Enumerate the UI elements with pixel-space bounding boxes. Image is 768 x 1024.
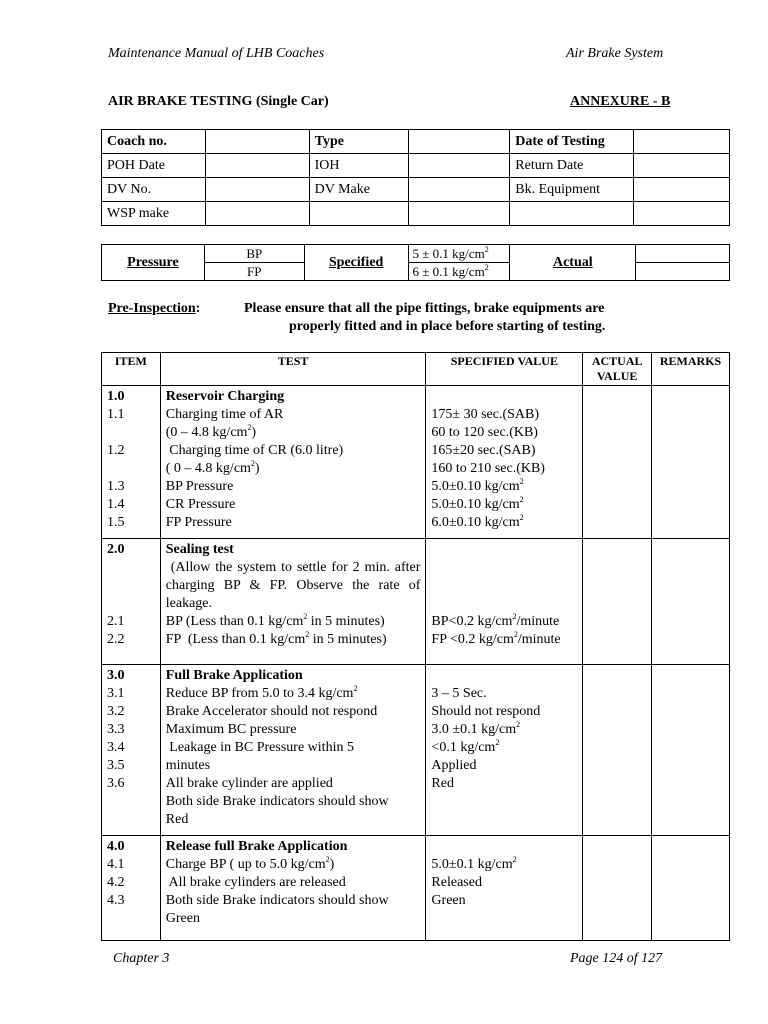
info-label: Date of Testing bbox=[510, 130, 634, 154]
specified-label-cell bbox=[304, 245, 408, 281]
footer-chapter: Chapter 3 bbox=[113, 951, 170, 966]
pressure-table bbox=[101, 244, 730, 281]
col-header-test: TEST bbox=[160, 353, 426, 386]
test-procedure-table bbox=[101, 352, 730, 941]
section-title: Reservoir Charging bbox=[165, 389, 285, 404]
info-value-field[interactable] bbox=[408, 154, 510, 178]
fp-label: FP bbox=[204, 263, 304, 281]
item-numbers: 3.0 3.1 3.2 3.3 3.4 3.5 3.6 bbox=[102, 665, 161, 836]
pre-inspection-line-1: Please ensure that all the pipe fittings, brake equipments are bbox=[244, 301, 605, 316]
info-value-field[interactable] bbox=[408, 130, 510, 154]
info-cell bbox=[309, 202, 408, 226]
remarks-field[interactable] bbox=[652, 539, 730, 665]
table-row bbox=[102, 665, 730, 836]
info-value-field[interactable] bbox=[205, 130, 309, 154]
remarks-field[interactable] bbox=[652, 665, 730, 836]
info-row bbox=[102, 178, 730, 202]
specified-values: 5.0±0.1 $kg/cm^2$ Released Green bbox=[426, 836, 583, 941]
actual-value-field[interactable] bbox=[583, 386, 652, 539]
actual-value-field[interactable] bbox=[583, 665, 652, 836]
col-header-specified: SPECIFIED VALUE bbox=[426, 353, 583, 386]
pressure-label: Pressure bbox=[127, 254, 179, 270]
actual-label-cell bbox=[510, 245, 636, 281]
actual-value-field[interactable] bbox=[583, 836, 652, 941]
document-title: AIR BRAKE TESTING (Single Car) bbox=[108, 94, 329, 109]
pre-inspection-heading: Pre-Inspection: bbox=[108, 301, 201, 316]
specified-values: 175± 30 sec.(SAB) 60 to 120 sec.(KB) 165±20 sec.(SAB) 160 to 210 sec.(KB) 5.0±0.10 $kg/cm^2$ 5.0±0.10 $kg/cm^2$ 6.0±0.10 $kg/cm^2$ bbox=[426, 386, 583, 539]
pre-inspection-line-2: properly fitted and in place before starting of testing. bbox=[289, 319, 606, 334]
coach-info-table bbox=[101, 129, 730, 226]
section-title: Full Brake Application bbox=[165, 668, 303, 683]
bp-specified-value: 5 ± 0.1 $kg/cm^2$ bbox=[408, 245, 510, 263]
specified-values: 3 – 5 Sec. Should not respond 3.0 ±0.1 $kg/cm^2$ <0.1 $kg/cm^2$ Applied Red bbox=[426, 665, 583, 836]
info-row bbox=[102, 154, 730, 178]
section-title: Release full Brake Application bbox=[165, 839, 348, 854]
running-header-left: Maintenance Manual of LHB Coaches bbox=[108, 46, 325, 61]
specified-values: BP<0.2 $kg/cm^2$/minute FP <0.2 $kg/cm^2$/minute bbox=[426, 539, 583, 665]
actual-value-field[interactable] bbox=[583, 539, 652, 665]
item-numbers: 1.0 1.1 1.2 1.3 1.4 1.5 bbox=[102, 386, 161, 539]
info-row bbox=[102, 202, 730, 226]
info-value-field[interactable] bbox=[634, 202, 730, 226]
actual-label: Actual bbox=[552, 254, 593, 270]
info-value-field[interactable] bbox=[205, 202, 309, 226]
test-description: Full Brake Application Reduce BP from 5.0 to 3.4 $kg/cm^2$ Brake Accelerator should not respond Maximum BC pressure Leakage in BC Pressure within 5 minutes All brake cylinder are applied Both side Brake indicators should show Red bbox=[160, 665, 426, 836]
bp-label: BP bbox=[204, 245, 304, 263]
info-row bbox=[102, 130, 730, 154]
table-row bbox=[102, 539, 730, 665]
fp-actual-field[interactable] bbox=[636, 263, 730, 281]
item-numbers: 4.0 4.1 4.2 4.3 bbox=[102, 836, 161, 941]
table-row bbox=[102, 836, 730, 941]
info-value-field[interactable] bbox=[634, 178, 730, 202]
info-value-field[interactable] bbox=[634, 130, 730, 154]
info-cell bbox=[510, 202, 634, 226]
info-value-field[interactable] bbox=[205, 154, 309, 178]
col-header-item: ITEM bbox=[102, 353, 161, 386]
test-table-header bbox=[102, 353, 730, 386]
info-label: IOH bbox=[309, 154, 408, 178]
col-header-remarks: REMARKS bbox=[652, 353, 730, 386]
pressure-label-cell bbox=[102, 245, 205, 281]
info-label: POH Date bbox=[102, 154, 206, 178]
info-value-field[interactable] bbox=[408, 202, 510, 226]
remarks-field[interactable] bbox=[652, 386, 730, 539]
annexure-label: ANNEXURE - B bbox=[570, 94, 671, 109]
info-label: Return Date bbox=[510, 154, 634, 178]
info-label: DV No. bbox=[102, 178, 206, 202]
info-value-field[interactable] bbox=[634, 154, 730, 178]
info-label: WSP make bbox=[102, 202, 206, 226]
section-title: Sealing test bbox=[165, 542, 234, 557]
info-label: DV Make bbox=[309, 178, 408, 202]
running-header-right: Air Brake System bbox=[566, 46, 664, 61]
footer-page-number: Page 124 of 127 bbox=[570, 951, 663, 966]
info-value-field[interactable] bbox=[205, 178, 309, 202]
test-description: Sealing test (Allow the system to settle for 2 min. after charging BP & FP. Observe the rate of leakage. BP (Less than 0.1 $kg/cm^2$ in 5 minutes) FP (Less than 0.1 $kg/cm^2$ in 5 minutes) bbox=[160, 539, 426, 665]
specified-label: Specified bbox=[328, 254, 384, 270]
test-description: Reservoir Charging Charging time of AR (0 – 4.8 $kg/cm^2$) Charging time of CR (6.0 litre) ( 0 – 4.8 $kg/cm^2$) BP Pressure CR Pressure FP Pressure bbox=[160, 386, 426, 539]
info-label: Type bbox=[309, 130, 408, 154]
test-description: Release full Brake Application Charge BP ( up to 5.0 $kg/cm^2$) All brake cylinders are released Both side Brake indicators should show Green bbox=[160, 836, 426, 941]
info-label: Coach no. bbox=[102, 130, 206, 154]
remarks-field[interactable] bbox=[652, 836, 730, 941]
fp-specified-value: 6 ± 0.1 $kg/cm^2$ bbox=[408, 263, 510, 281]
item-numbers: 2.0 2.1 2.2 bbox=[102, 539, 161, 665]
col-header-actual: ACTUAL VALUE bbox=[583, 353, 652, 386]
info-label: Bk. Equipment bbox=[510, 178, 634, 202]
table-row bbox=[102, 386, 730, 539]
bp-actual-field[interactable] bbox=[636, 245, 730, 263]
info-value-field[interactable] bbox=[408, 178, 510, 202]
